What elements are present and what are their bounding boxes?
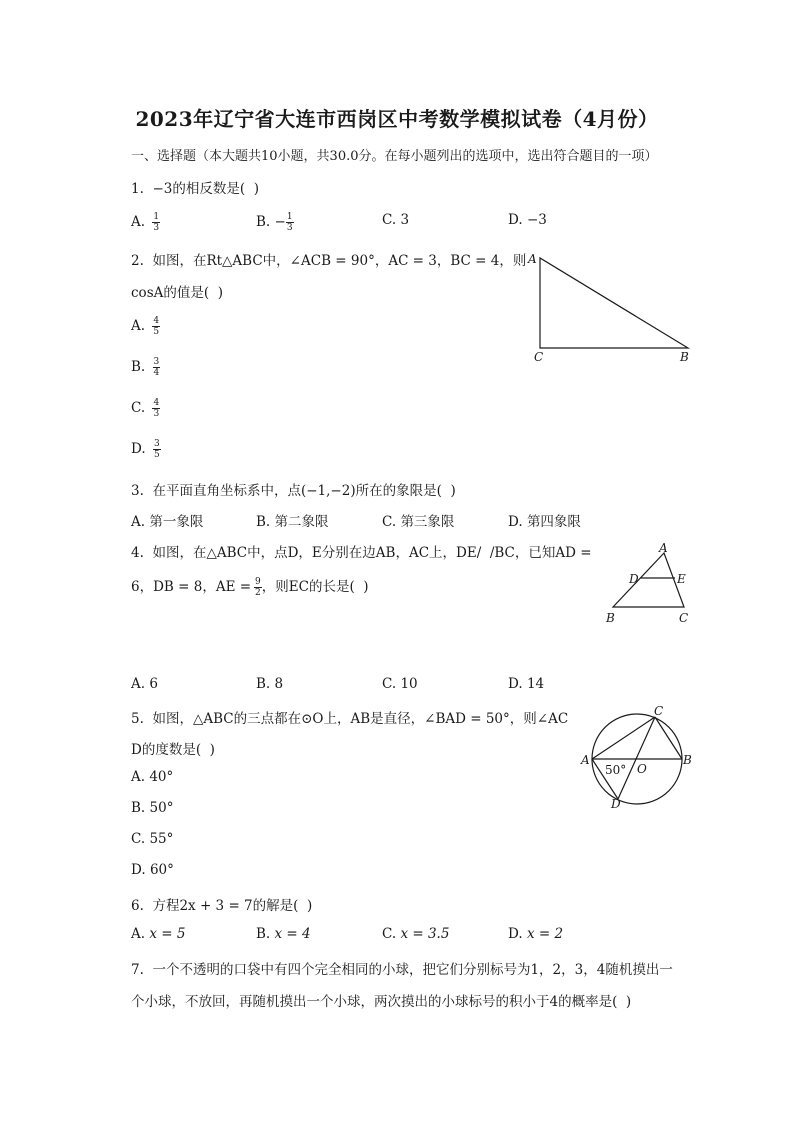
q6-option-d [508, 926, 563, 942]
stem-text: ，则EC的长是( ) [261, 579, 369, 595]
option-text: 14 [526, 676, 545, 692]
option-text: 60° [149, 862, 174, 878]
q5-option-c [131, 831, 173, 847]
numerator: 4 [153, 316, 160, 326]
triangle-abc [540, 258, 688, 348]
q2-option-b [131, 357, 160, 378]
numerator: 1 [286, 212, 293, 222]
option-text: 第三象限 [400, 514, 455, 530]
vertex-label-b: B [606, 611, 615, 625]
denominator: 2 [255, 588, 261, 598]
vertex-label-c: C [534, 350, 544, 364]
q3-option-d [508, 510, 581, 530]
stem-text: 6，DB = 8，AE = [131, 579, 252, 595]
vertex-label-a: A [528, 252, 537, 266]
option-label: B. [256, 676, 271, 692]
page-title: 2023年辽宁省大连市西岗区中考数学模拟试卷（4月份） [135, 107, 659, 131]
option-text: 55° [149, 831, 174, 847]
fraction [286, 212, 294, 233]
option-text: 40° [149, 769, 174, 785]
q5-option-b [131, 800, 173, 816]
option-label: A. [131, 926, 146, 942]
option-label: C. [382, 926, 397, 942]
option-label: D. [508, 676, 523, 692]
vertex-label-c: C [679, 611, 689, 625]
question-2-stem-line1: 2. 如图，在Rt△ABC中，∠ACB = 90°，AC = 3，BC = 4，则 [131, 253, 527, 269]
option-label: C. [382, 212, 397, 228]
question-7-stem-line2: 个小球，不放回，再随机摸出一个小球，两次摸出的小球标号的积小于4的概率是( ) [131, 994, 632, 1010]
denominator: 3 [153, 409, 160, 419]
option-text: 第四象限 [526, 514, 581, 530]
point-label-b: B [683, 753, 692, 767]
denominator: 4 [153, 368, 160, 378]
option-label: D. [131, 862, 146, 878]
point-label-d: D [611, 797, 621, 811]
q2-option-a [131, 316, 160, 337]
numerator: 3 [153, 439, 160, 449]
question-6-stem: 6. 方程2x + 3 = 7的解是( ) [131, 898, 313, 914]
q4-option-b [256, 676, 283, 692]
option-label: A. [131, 676, 146, 692]
vertex-label-b: B [680, 350, 689, 364]
option-label: A. [131, 769, 146, 785]
section-heading: 一、选择题（本大题共10小题，共30.0分。在每小题列出的选项中，选出符合题目的一项） [131, 149, 658, 164]
option-label: D. [508, 212, 523, 228]
option-text: 第一象限 [149, 514, 204, 530]
question-2-stem-line2: cosA的值是( ) [131, 285, 223, 301]
q5-option-d [131, 862, 174, 878]
numerator: 1 [153, 212, 160, 222]
option-label: D. [508, 514, 523, 530]
option-label: A. [131, 214, 146, 230]
q2-triangle-figure [525, 248, 697, 366]
q2-option-d [131, 439, 161, 460]
numerator: 9 [255, 577, 261, 587]
minus-sign: − [274, 214, 286, 230]
q4-triangle-figure [600, 541, 700, 629]
numerator: 3 [153, 357, 160, 367]
q4-option-c [382, 676, 418, 692]
q4-option-a [131, 676, 158, 692]
option-text: x = 3.5 [400, 926, 450, 942]
option-label: C. [131, 400, 146, 416]
q3-option-b [256, 510, 329, 530]
option-text: 3 [400, 212, 410, 228]
option-text: 10 [400, 676, 418, 692]
option-label: C. [382, 676, 397, 692]
q1-option-d [508, 212, 547, 228]
triangle-abc [613, 553, 684, 607]
question-4-stem-line1: 4. 如图，在△ABC中，点D，E分别在边AB，AC上，DE/ /BC，已知AD = [131, 545, 592, 561]
numerator: 4 [153, 398, 160, 408]
option-label: B. [256, 926, 271, 942]
fraction [152, 316, 160, 337]
option-text: 8 [274, 676, 284, 692]
option-label: B. [256, 214, 271, 230]
vertex-label-d: D [629, 572, 639, 586]
option-label: D. [131, 441, 146, 457]
q6-option-a [131, 926, 185, 942]
question-1-stem: 1. −3的相反数是( ) [131, 181, 259, 197]
fraction [152, 212, 160, 233]
option-label: A. [131, 318, 146, 334]
fraction [152, 398, 160, 419]
q3-option-c [382, 510, 454, 530]
option-text: −3 [526, 212, 547, 228]
question-7-stem-line1: 7. 一个不透明的口袋中有四个完全相同的小球，把它们分别标号为1，2，3，4随机摸出一 [131, 962, 673, 978]
denominator: 3 [286, 223, 293, 233]
option-label: A. [131, 514, 146, 530]
vertex-label-e: E [677, 572, 686, 586]
q5-circle-figure [578, 702, 696, 814]
q1-option-b [256, 212, 294, 233]
q3-option-a [131, 510, 203, 530]
option-text: x = 5 [149, 926, 186, 942]
q2-option-c [131, 398, 160, 419]
vertex-label-a: A [659, 541, 668, 555]
q6-option-b [256, 926, 311, 942]
chord-cb [655, 717, 682, 759]
q4-option-d [508, 676, 544, 692]
option-text: x = 2 [526, 926, 564, 942]
option-label: D. [508, 926, 523, 942]
question-3-stem: 3. 在平面直角坐标系中，点(−1,−2)所在的象限是( ) [131, 483, 456, 499]
denominator: 3 [153, 223, 160, 233]
q1-option-c [382, 212, 409, 228]
denominator: 5 [153, 327, 160, 337]
q1-option-a [131, 212, 160, 233]
option-label: B. [131, 800, 146, 816]
option-text: x = 4 [274, 926, 311, 942]
option-label: B. [256, 514, 271, 530]
question-4-stem-line2 [131, 575, 369, 598]
fraction [153, 439, 161, 460]
question-5-stem-line2: D的度数是( ) [131, 742, 215, 758]
option-label: C. [131, 831, 146, 847]
q6-option-c [382, 926, 449, 942]
option-label: C. [382, 514, 397, 530]
q5-option-a [131, 769, 173, 785]
point-label-c: C [654, 704, 664, 718]
angle-label: 50° [605, 763, 627, 777]
point-label-a: A [581, 753, 590, 767]
fraction [254, 577, 262, 598]
denominator: 5 [153, 450, 160, 460]
point-label-o: O [637, 762, 647, 776]
question-5-stem-line1: 5. 如图，△ABC的三点都在⊙O上，AB是直径，∠BAD = 50°，则∠AC [131, 711, 569, 727]
option-text: 第二象限 [274, 514, 329, 530]
option-text: 6 [149, 676, 158, 692]
option-label: B. [131, 359, 146, 375]
option-text: 50° [149, 800, 174, 816]
fraction [153, 357, 161, 378]
